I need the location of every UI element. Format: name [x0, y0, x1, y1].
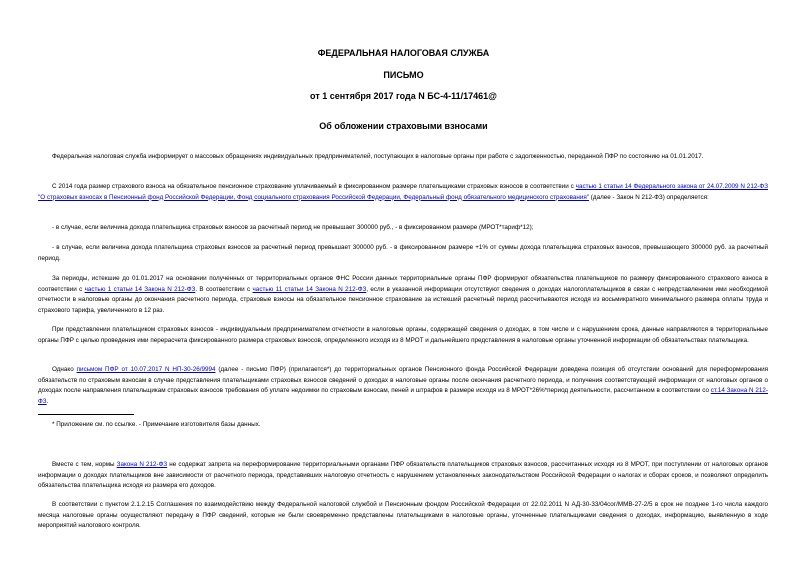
paragraph-text: , если в указанной информации отсутствуют сведения о доходах налогоплательщиков в связи с непредставлением ими необходимой отчетности в налоговые органы до окончания расчетного периода, страховые взносы на обязательное пенсионное страхование за истекший расчетный период рассчитываются исходя из восьмикратного минимального размера оплаты труда и страхового тарифа, увеличенного в 12 раз. [38, 285, 769, 314]
paragraph-text: . [46, 397, 49, 405]
paragraph-nevertheless [38, 460, 768, 492]
law-212-article-14-short-link[interactable]: ст.14 Закона N 212-ФЗ [38, 387, 768, 405]
paragraph-case-under-limit: - в случае, если величина дохода плательщика страховых взносов за расчетный период не превышает 300000 руб., - в фиксированном размере (МРОТ*тариф*12); [52, 224, 534, 231]
paragraph-fixed-size [38, 182, 768, 203]
law-212-part11-link[interactable]: частью 11 статьи 14 Закона N 212-ФЗ [252, 285, 367, 293]
paragraph-periods [38, 274, 768, 316]
subject-title: Об обложении страховыми взносами [319, 121, 488, 131]
date-number-title: от 1 сентября 2017 года N БС-4-11/17461@ [310, 91, 497, 101]
paragraph-text: (далее - Закон N 212-ФЗ) определяется: [589, 193, 709, 201]
paragraph-agreement: В соответствии с пунктом 2.1.2.15 Соглашения по взаимодействию между Федеральной налоговой службой и Пенсионным фондом Российской Федерации от 22.02.2011 N АД-30-33/04сог/ММВ-27-2/5 в срок не позднее 1-го числа каждого месяца налоговые органы осуществляют передачу в ПФР сведений, которые не были своевременно представлены плательщиками в налоговые органы, уточненные плательщиками сведения о доходах, информацию, выявленную в ходе мероприятий налогового контроля. [38, 501, 768, 529]
footnote: * Приложение см. по ссылке. - Примечание изготовителя базы данных. [52, 421, 261, 428]
footnote-divider [38, 414, 134, 415]
paragraph-text: не содержат запрета на переформирование территориальными органами ПФР обязательств плательщиков страховых взносов, рассчитанных исходя из 8 МРОТ, при поступлении от налоговых органов информации о доходах плательщиков вне зависимости от расчетного периода, представивших налоговую отчетность с нарушением установленных законодательством Российской Федерации о налогах и сборах сроков, и позволяют определить обязательства плательщика исходя из размера его доходов. [38, 461, 768, 489]
law-212-link[interactable]: Закона N 212-ФЗ [116, 461, 168, 468]
paragraph-text: Однако [52, 366, 77, 373]
paragraph-pfr-letter [38, 365, 768, 407]
law-212-article-14-link[interactable]: частью 1 статьи 14 Федерального закона от 24.07.2009 N 212-ФЗ "О страховых взносах в Пенсионный фонд Российской Федерации, Фонд социального страхования Российской Федерации, Федеральный фонд обязательного медицинского страхования" [38, 183, 769, 201]
paragraph-case-over-limit: - в случае, если величина дохода плательщика страховых взносов за расчетный период превышает 300000 руб. - в фиксированном размере +1% от суммы дохода плательщика страховых взносов, превышающего 300000 руб. за расчетный период. [38, 244, 768, 262]
doc-type-title: ПИСЬМО [383, 70, 424, 80]
agency-title: ФЕДЕРАЛЬНАЯ НАЛОГОВАЯ СЛУЖБА [317, 48, 490, 58]
paragraph-reporting: При представлении плательщиком страховых взносов - индивидуальным предпринимателем отчетности в налоговые органы, содержащей сведения о доходах, в том числе и с нарушением срока, данные направляются в территориальные органы ПФР с целью проведения ими перерасчета фиксированного размера страховых взносов, определенного исходя из 8 МРОТ и дальнейшего представления в налоговые органы уточненной информации об обязательствах плательщика. [38, 326, 768, 344]
paragraph-text: За периоды, истекшие до 01.01.2017 на основании полученных от территориальных органов ФНС России данных территориальные органы ПФР формируют обязательства плательщиков по размеру фиксированного страхового взноса в соответствии с [38, 275, 768, 293]
pfr-letter-link[interactable]: письмом ПФР от 10.07.2017 N НП-30-26/9994 [76, 366, 216, 373]
paragraph-intro: Федеральная налоговая служба информирует о массовых обращениях индивидуальных предпринимателей, поступающих в налоговые органы при работе с задолженностью, переданной ПФР по состоянию на 01.01.2017. [52, 153, 704, 160]
paragraph-text: . В соответствии с [195, 285, 253, 293]
paragraph-text: С 2014 года размер страхового взноса на обязательное пенсионное страхование уплачиваемый в фиксированном размере плательщиками страховых взносов в соответствии с [52, 183, 576, 190]
law-212-part1-link[interactable]: частью 1 статьи 14 Закона N 212-ФЗ [84, 285, 196, 293]
paragraph-text: Вместе с тем, нормы [52, 461, 117, 468]
paragraph-text: (далее - письмо ПФР) (прилагается*) до территориальных органов Пенсионного фонда Российской Федерации доведена позиция об отсутствии оснований для переформирования обязательств по страховым взносам в случае представления плательщиками страховых взносов сведений о доходах в налоговые органы после окончания расчетного периода, и получения соответствующей информации от налоговых органов о доходах после направления плательщикам страховых взносов требования об уплате недоимки по страховым взносам, пеней и штрафов в размере исходя из 8 МРОТ*26%*период деятельности, рассчитанном в соответствии со [38, 366, 769, 394]
